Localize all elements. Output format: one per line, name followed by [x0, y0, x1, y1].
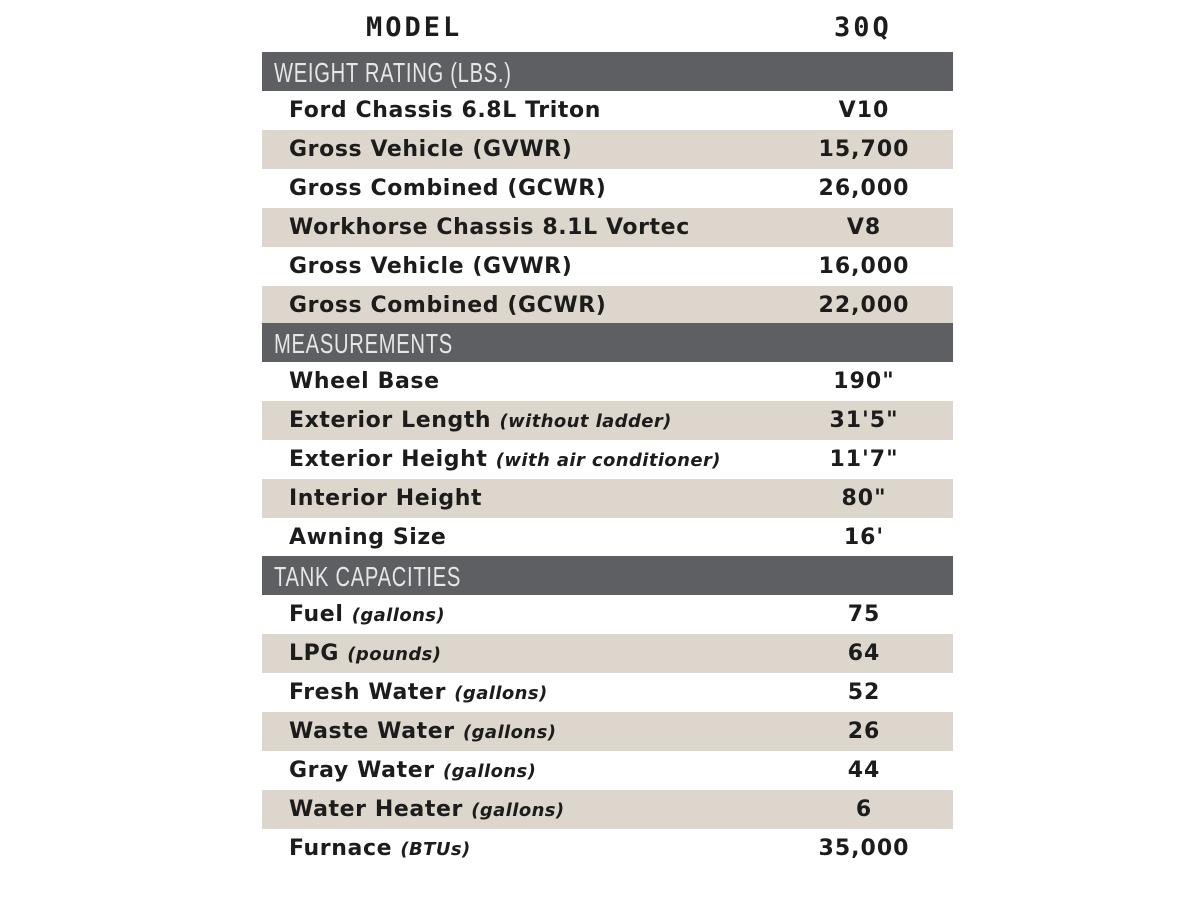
spec-label: Gross Combined (GCWR): [289, 176, 607, 201]
spec-row: [262, 130, 953, 169]
spec-label: Exterior Length: [289, 408, 492, 433]
spec-row: [262, 286, 953, 325]
spec-row: [262, 595, 953, 634]
spec-label: Awning Size: [289, 525, 447, 550]
spec-note: (gallons): [463, 722, 557, 743]
spec-note: (with air conditioner): [495, 450, 721, 471]
spec-row: [262, 634, 953, 673]
spec-label-wrap: [289, 208, 690, 247]
spec-value: 31'5": [829, 408, 899, 433]
spec-row: [262, 362, 953, 401]
spec-row: [262, 673, 953, 712]
model-header-value: 30Q: [834, 12, 892, 43]
spec-label-wrap: [289, 169, 606, 208]
section-header-weight-rating-lbs: [262, 52, 953, 91]
spec-label: Fuel: [289, 602, 352, 627]
spec-value: 16': [843, 525, 885, 550]
spec-note: (gallons): [454, 683, 548, 704]
spec-value: 15,700: [818, 137, 910, 162]
spec-label: Furnace: [289, 836, 393, 861]
spec-label: Gross Vehicle (GVWR): [289, 254, 573, 279]
spec-label-wrap: [289, 440, 721, 480]
spec-label: Water Heater: [289, 797, 463, 822]
spec-value: V8: [846, 215, 882, 240]
spec-note: (BTUs): [400, 839, 471, 860]
spec-label-wrap: [289, 362, 440, 401]
spec-row: [262, 91, 953, 130]
spec-note: (gallons): [351, 605, 446, 626]
spec-label-wrap: [289, 751, 536, 791]
spec-label-wrap: [289, 401, 672, 441]
spec-value: 190": [833, 369, 895, 394]
spec-value: 22,000: [818, 293, 910, 318]
spec-note: (gallons): [442, 761, 537, 782]
spec-row: [262, 247, 953, 286]
spec-row: [262, 401, 953, 440]
spec-label-wrap: [289, 130, 572, 169]
spec-value: 44: [847, 758, 881, 783]
spec-note: (gallons): [471, 800, 565, 821]
spec-value: 80": [841, 486, 887, 511]
spec-label: Interior Height: [289, 486, 483, 511]
section-header-tank-capacities: [262, 556, 953, 595]
spec-row: [262, 790, 953, 829]
spec-label: Wheel Base: [289, 369, 440, 394]
spec-label: Workhorse Chassis 8.1L Vortec: [289, 215, 690, 240]
section-title: WEIGHT RATING (LBS.): [274, 57, 512, 88]
spec-label: Exterior Height: [289, 447, 488, 472]
spec-label-wrap: [289, 595, 445, 635]
spec-value: 26,000: [818, 176, 910, 201]
spec-row: [262, 712, 953, 751]
spec-value: 75: [847, 602, 881, 627]
spec-label: LPG: [289, 641, 340, 666]
spec-value: 35,000: [818, 836, 910, 861]
spec-label-wrap: [289, 712, 556, 752]
spec-value: V10: [838, 98, 890, 123]
spec-row: [262, 479, 953, 518]
spec-label-wrap: [289, 286, 606, 325]
spec-label: Gray Water: [289, 758, 435, 783]
spec-row: [262, 829, 953, 868]
spec-label-wrap: [289, 829, 471, 869]
spec-note: (without ladder): [499, 411, 672, 432]
spec-label-wrap: [289, 790, 565, 830]
spec-label: Gross Combined (GCWR): [289, 293, 607, 318]
spec-row: [262, 751, 953, 790]
spec-label-wrap: [289, 247, 572, 286]
spec-label-wrap: [289, 479, 482, 518]
spec-value: 6: [855, 797, 873, 822]
spec-row: [262, 169, 953, 208]
spec-label: Ford Chassis 6.8L Triton: [289, 98, 601, 123]
model-header-label: MODEL: [366, 12, 463, 43]
spec-label-wrap: [289, 634, 441, 674]
spec-label-wrap: [289, 91, 601, 130]
section-title: MEASUREMENTS: [274, 328, 453, 359]
spec-row: [262, 208, 953, 247]
section-header-measurements: [262, 323, 953, 362]
spec-value: 26: [847, 719, 881, 744]
spec-value: 11'7": [829, 447, 899, 472]
spec-label-wrap: [289, 673, 548, 713]
spec-value: 16,000: [818, 254, 910, 279]
model-header-row: [262, 8, 953, 48]
spec-label-wrap: [289, 518, 446, 557]
spec-value: 64: [847, 641, 881, 666]
spec-label: Waste Water: [289, 719, 455, 744]
spec-label: Gross Vehicle (GVWR): [289, 137, 573, 162]
spec-note: (pounds): [347, 644, 442, 665]
spec-row: [262, 440, 953, 479]
spec-row: [262, 518, 953, 557]
spec-label: Fresh Water: [289, 680, 447, 705]
section-title: TANK CAPACITIES: [274, 561, 462, 592]
spec-value: 52: [847, 680, 881, 705]
